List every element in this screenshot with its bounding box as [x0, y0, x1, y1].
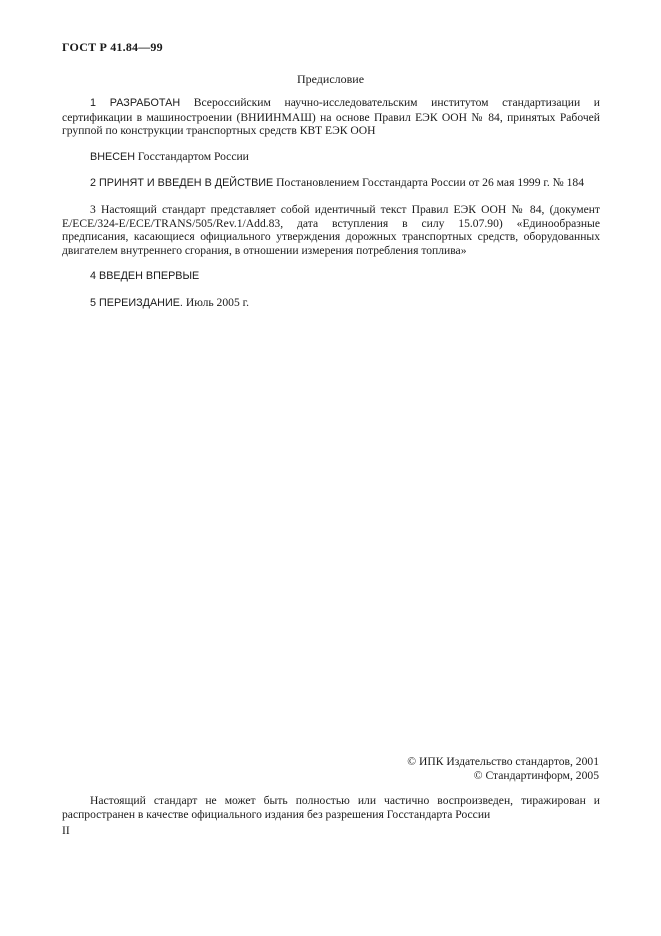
page-title: Предисловие	[296, 72, 365, 86]
item-text: Июль 2005 г.	[185, 295, 249, 309]
reproduction-notice: Настоящий стандарт не может быть полностью или частично воспроизведен, тиражирован и распространен в качестве официального издания без разрешения Госстандарта России	[62, 794, 600, 821]
item-identical-text	[62, 203, 600, 257]
item-text: Настоящий стандарт представляет собой идентичный текст Правил ЕЭК ООН № 84, (документ E/ECE/324-E/ECE/TRANS/505/Rev.1/Add.83, дата вступления в силу 15.07.90) «Единообразные предписания, касающиеся официального утверждения дорожных транспортных средств, оборудованных двигателем внутреннего сгорания, в отношении измерения потребления топлива»	[62, 202, 601, 257]
item-lead: 5 ПЕРЕИЗДАНИЕ.	[90, 296, 183, 309]
item-text: Постановлением Госстандарта России от 26 мая 1999 г. № 184	[276, 176, 584, 190]
copyright-line: © ИПК Издательство стандартов, 2001	[407, 755, 599, 768]
item-lead: 1 РАЗРАБОТАН	[90, 97, 181, 109]
item-lead: 4 ВВЕДЕН ВПЕРВЫЕ	[90, 270, 200, 283]
copyright-block	[407, 755, 599, 782]
copyright-line: © Стандартинформ, 2005	[473, 768, 599, 782]
page-number: II	[62, 824, 70, 837]
preface-body	[62, 96, 600, 323]
item-text: Всероссийским научно-исследовательским институтом стандартизации и сертификации в машиностроении (ВНИИНМАШ) на основе Правил ЕЭК ООН № 84, принятых Рабочей группой по конструкции транспортных средств КВТ ЕЭК ООН	[62, 96, 600, 138]
item-lead: ВНЕСЕН	[90, 150, 135, 163]
item-reissue	[62, 296, 600, 311]
item-first-introduced	[62, 269, 600, 284]
item-lead: 3	[90, 202, 96, 216]
item-introduced	[62, 150, 600, 165]
item-adopted	[62, 176, 600, 191]
item-developed	[62, 96, 600, 138]
standard-header: ГОСТ Р 41.84—99	[62, 40, 163, 54]
item-text: Госстандартом России	[137, 149, 249, 163]
item-lead: 2 ПРИНЯТ И ВВЕДЕН В ДЕЙСТВИЕ	[90, 177, 274, 190]
